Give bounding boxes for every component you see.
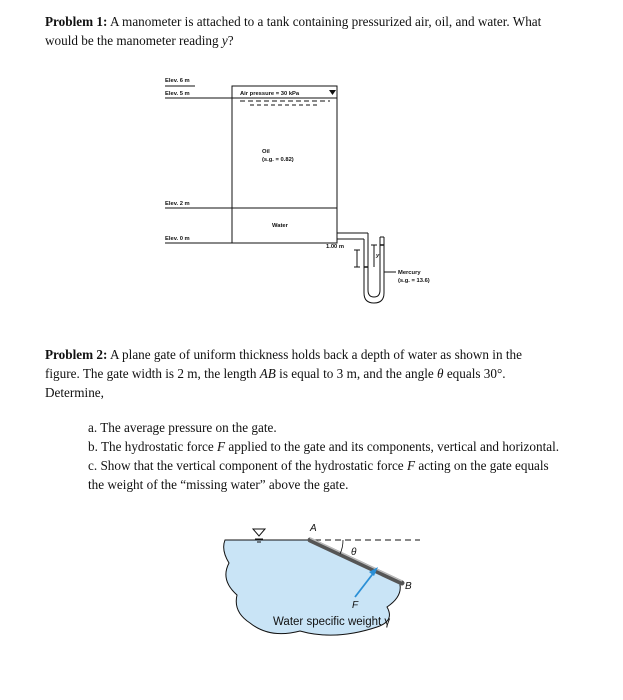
inclined-gate-figure — [215, 515, 430, 645]
task-c-var-f: F — [406, 458, 416, 473]
problem1-line2: would be the manometer reading — [45, 33, 222, 48]
force-label: F — [352, 600, 359, 611]
problem2-statement — [45, 345, 605, 402]
water-caption: Water specific weight γ — [273, 616, 391, 628]
theta-label: θ — [351, 547, 357, 558]
task-c-post: acting on the gate equals — [415, 458, 549, 473]
problem2-var-theta: θ — [437, 366, 444, 381]
free-surface-marker-icon — [329, 90, 336, 95]
problem2-var-ab: AB — [259, 366, 276, 381]
problem2-label: Problem 2: — [45, 347, 108, 362]
elev6-label: Elev. 6 m — [165, 78, 190, 84]
problem1-label: Problem 1: — [45, 14, 108, 29]
elev2-label: Elev. 2 m — [165, 201, 190, 207]
utube-bottom-outer — [364, 293, 384, 303]
problem1-line1: A manometer is attached to a tank containing pressurized air, oil, and water. What — [109, 14, 542, 29]
problem1-line2-end: ? — [227, 33, 234, 48]
problem2-tasks — [88, 418, 603, 494]
oil-label: Oil — [262, 149, 270, 155]
task-b-post: applied to the gate and its components, vertical and horizontal. — [225, 439, 560, 454]
problem2-line1: A plane gate of uniform thickness holds back a depth of water as shown in the — [109, 347, 522, 362]
utube-bottom-inner — [368, 290, 380, 297]
task-a: a. The average pressure on the gate. — [88, 420, 277, 435]
air-pressure-label: Air pressure = 30 kPa — [240, 91, 300, 97]
free-surface-icon — [253, 529, 265, 536]
mercury-label: Mercury — [398, 270, 421, 276]
problem2-line2-b: is equal to 3 m, and the angle — [275, 366, 438, 381]
problem1-statement — [45, 12, 541, 50]
task-b-var-f: F — [217, 439, 226, 454]
point-a-label: A — [310, 523, 317, 534]
point-b-label: B — [405, 581, 412, 592]
mercury-sg-label: (s.g. = 13.6) — [398, 278, 430, 284]
task-b-pre: b. The hydrostatic force — [88, 439, 218, 454]
water-label: Water — [272, 223, 288, 229]
task-c-line2: the weight of the “missing water” above the gate. — [88, 477, 349, 492]
problem1-var-y: y — [221, 33, 228, 48]
task-b — [88, 437, 603, 456]
problem2-line3: Determine, — [45, 385, 104, 400]
dim-y-label: y — [376, 253, 380, 259]
oil-sg-label: (s.g. = 0.82) — [262, 157, 294, 163]
elev0-label: Elev. 0 m — [165, 236, 190, 242]
problem2-line2-a: figure. The gate width is 2 m, the length — [45, 366, 260, 381]
dim-1m-label: 1.00 m — [326, 244, 345, 250]
elev5-label: Elev. 5 m — [165, 91, 190, 97]
task-c — [88, 456, 603, 475]
problem2-line2-c: equals 30°. — [443, 366, 506, 381]
task-c-pre: c. Show that the vertical component of the hydrostatic force — [88, 458, 407, 473]
tank — [232, 86, 337, 243]
tank-manometer-figure — [150, 65, 470, 315]
